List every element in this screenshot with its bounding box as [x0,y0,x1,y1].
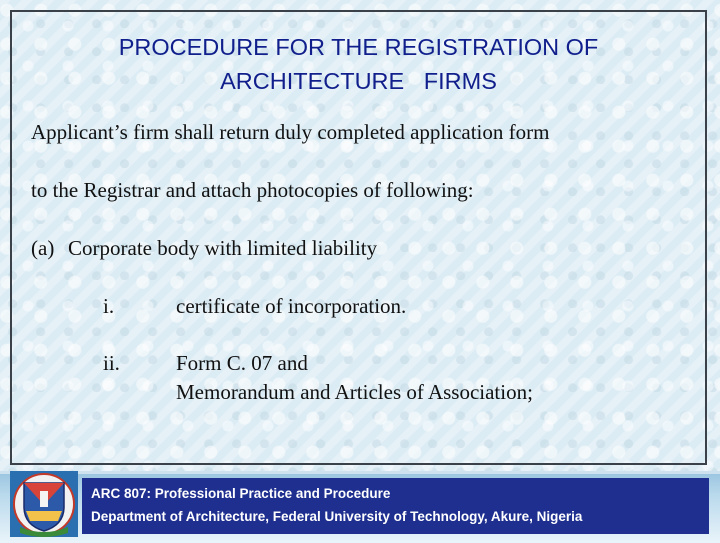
intro-line-2: to the Registrar and attach photocopies of following: [31,178,474,202]
item-text: Form C. 07 and [176,351,308,375]
title-line-1: PROCEDURE FOR THE REGISTRATION OF [118,34,599,60]
item-numeral: i. [103,294,115,318]
item-text: Memorandum and Articles of Association; [176,380,533,404]
footer-course: ARC 807: Professional Practice and Procedure [91,486,391,501]
section-text: Corporate body with limited liability [68,236,378,260]
item-numeral: ii. [103,351,120,375]
slide-title [10,30,707,98]
item-text: certificate of incorporation. [176,294,407,318]
title-line-2: ARCHITECTURE FIRMS [220,68,497,94]
intro-line-1: Applicant’s firm shall return duly completed application form [31,120,550,144]
footer-department: Department of Architecture, Federal University of Technology, Akure, Nigeria [91,509,583,524]
section-label: (a) [31,236,55,260]
university-crest-icon [10,471,78,537]
